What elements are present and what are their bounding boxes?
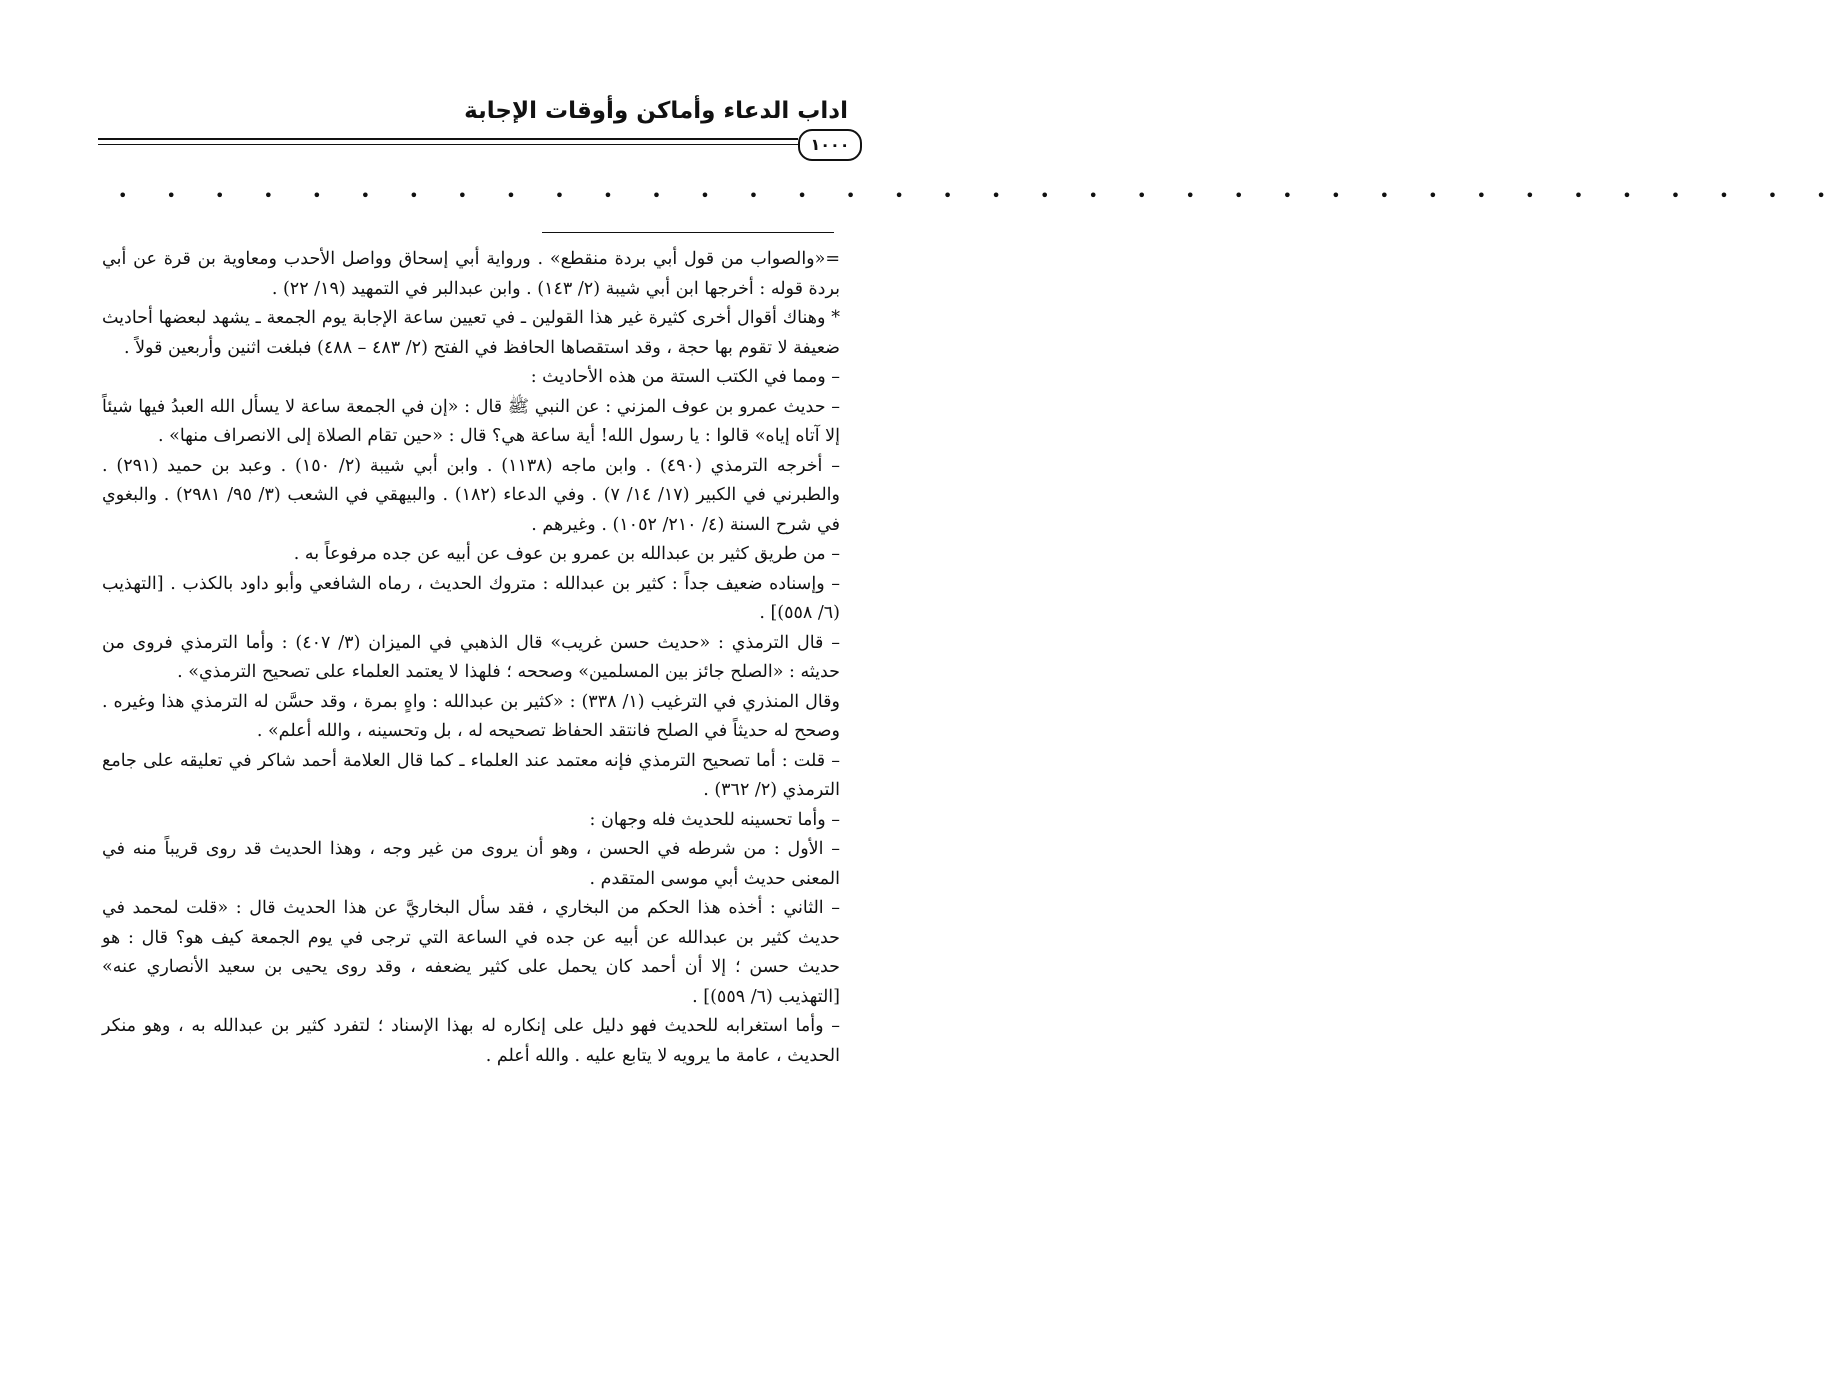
footnote-text <box>102 245 840 1071</box>
paragraph-4: – حديث عمرو بن عوف المزني : عن النبي ﷺ قال : «إن في الجمعة ساعة لا يسأل الله العبدُ فيها شيئاً إلا آتاه إياه» قالوا : يا رسول الله! أية ساعة هي؟ قال : «حين تقام الصلاة إلى الانصراف منها» . <box>102 396 840 446</box>
paragraph-11: – وأما تحسينه للحديث فله وجهان : <box>589 809 840 830</box>
paragraph-2: * وهناك أقوال أخرى كثيرة غير هذا القولين ـ في تعيين ساعة الإجابة يوم الجمعة ـ يشهد لبعضها أحاديث ضعيفة لا تقوم بها حجة ، وقد استقصاها الحافظ في الفتح (٢/ ٤٨٣ – ٤٨٨) فبلغت اثنين وأربعين قولاً . <box>102 308 840 358</box>
paragraph-9: وقال المنذري في الترغيب (١/ ٣٣٨) : «كثير بن عبدالله : واهٍ بمرة ، وقد حسَّن له الترمذي هذا وغيره . وصحح له حديثاً في الصلح فانتقد الحفاظ تصحيحه له ، بل وتحسينه ، والله أعلم» . <box>102 691 840 741</box>
running-header-title: اداب الدعاء وأماكن وأوقات الإجابة <box>464 98 848 124</box>
paragraph-6: – من طريق كثير بن عبدالله بن عمرو بن عوف عن أبيه عن جده مرفوعاً به . <box>293 544 840 564</box>
paragraph-8: – قال الترمذي : «حديث حسن غريب» قال الذهبي في الميزان (٣/ ٤٠٧) : وأما الترمذي فروى من حديثه : «الصلح جائز بين المسلمين» وصححه ؛ فلهذا لا يعتمد العلماء على تصحيح الترمذي» . <box>102 632 841 682</box>
paragraph-13: – الثاني : أخذه هذا الحكم من البخاري ، فقد سأل البخاريَّ عن هذا الحديث قال : «قلت لمحمد في حديث كثير بن عبدالله عن أبيه عن جده في الساعة التي ترجى في يوم الجمعة كيف هو؟ قال : هو حديث حسن ؛ إلا أن أحمد كان يحمل على كثير يضعفه ، وقد روى يحيى بن سعيد الأنصاري عنه» [التهذيب (٦/ ٥٥٩)] . <box>102 898 840 1007</box>
paragraph-12: – الأول : من شرطه في الحسن ، وهو أن يروى من غير وجه ، وهذا الحديث قد روى قريباً منه في المعنى حديث أبي موسى المتقدم . <box>102 839 840 889</box>
paragraph-7: – وإسناده ضعيف جداً : كثير بن عبدالله : متروك الحديث ، رماه الشافعي وأبو داود بالكذب . [التهذيب (٦/ ٥٥٨)] . <box>102 573 840 623</box>
header-rule-top <box>98 138 798 140</box>
paragraph-5: – أخرجه الترمذي (٤٩٠) . وابن ماجه (١١٣٨) . وابن أبي شيبة (٢/ ١٥٠) . وعبد بن حميد (٢٩١) . والطبرني في الكبير (١٧/ ١٤/ ٧) . وفي الدعاء (١٨٢) . والبيهقي في الشعب (٣/ ٩٥/ ٢٩٨١) . والبغوي في شرح السنة (٤/ ٢١٠/ ١٠٥٢) . وغيرهم . <box>102 455 841 535</box>
paragraph-14: – وأما استغرابه للحديث فهو دليل على إنكاره له بهذا الإسناد ؛ لتفرد كثير بن عبدالله به ، وهو منكر الحديث ، عامة ما يرويه لا يتابع عليه . والله أعلم . <box>102 1016 840 1066</box>
paragraph-3: – ومما في الكتب الستة من هذه الأحاديث : <box>530 367 840 387</box>
paragraph-1: =«والصواب من قول أبي بردة منقطع» . ورواية أبي إسحاق وواصل الأحدب ومعاوية بن قرة عن أبي بردة قوله : أخرجها ابن أبي شيبة (٢/ ١٤٣) . وابن عبدالبر في التمهيد (١٩/ ٢٢) . <box>102 249 840 299</box>
page-number-badge: ١٠٠٠ <box>798 129 862 161</box>
footnote-rule <box>542 232 834 233</box>
paragraph-10: – قلت : أما تصحيح الترمذي فإنه معتمد عند العلماء ـ كما قال العلامة أحمد شاكر في تعليقه على جامع الترمذي (٢/ ٣٦٢) . <box>102 750 840 800</box>
header-rule-bottom <box>98 144 798 145</box>
dotted-separator: • • • • • • • • • • • • • • • • • • • • • • • • • • • • • • • • • • • • <box>118 186 1843 205</box>
